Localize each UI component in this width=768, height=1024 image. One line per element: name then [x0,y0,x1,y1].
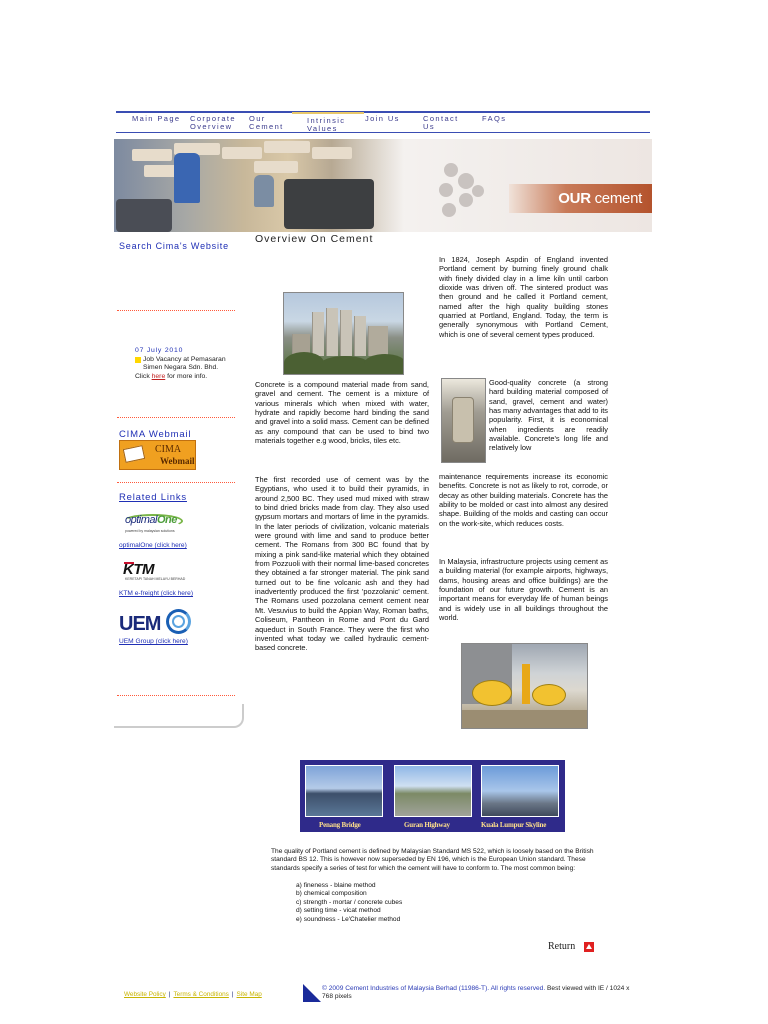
cement-bag-photo [441,378,486,463]
quality-paragraph-b: maintenance requirements increase its economic benefits. Concrete is not as likely to rot, corrode, or decay as other building materials. Concrete has the ability to be molded or cast into almost any desired shape. Building of the molds and casting can occur on the work-site, which reduces costs. [439,472,608,528]
strip-label-guran: Guran Highway [404,821,450,829]
divider [117,310,235,311]
return-link[interactable]: Return [548,941,576,952]
page-banner [114,139,652,232]
optimalone-link[interactable]: optimalOne (click here) [119,542,187,549]
kl-skyline-photo [481,765,559,817]
portland-paragraph: In 1824, Joseph Aspdin of England invented Portland cement by burning finely ground chalk with finely divided clay in a lime kiln until carbon dioxide was driven off. The sintered product was then ground and he called it Portland cement, named after the high quality building stones quarried at Portland, England. Today, the term is generally synonymous with Portland Cement, which is one of several cement types produced. [439,255,608,339]
copyright-text [322,985,642,1002]
optimal-logo-text-a: optimal [125,514,157,526]
news-here-link[interactable]: here [151,372,166,380]
optimalone-logo[interactable] [121,512,196,536]
uem-logo-text: UEM [119,613,161,635]
test-item: a) fineness - blaine method [296,882,376,889]
footer-separator: | [168,991,171,998]
ktm-logo[interactable] [121,560,196,584]
test-item: e) soundness - Le'Chatelier method [296,915,401,923]
main-nav [116,111,650,133]
malaysia-paragraph: In Malaysia, infrastructure projects using cement as a building material (for example airports, highways, dams, housing areas and office buildings) are the foundation of our future growth. Cement is an important means for everyday life of human beings and is widely use in all buildings throughout the world. [439,557,608,623]
our-cement-rest: cement [590,190,642,207]
news-item [135,347,245,381]
concrete-mixer-photo [461,643,588,729]
divider [117,417,235,418]
optimal-logo-powered: powered by malaysian solutions [125,529,175,533]
nav-contact-us[interactable]: Contact Us [423,114,459,131]
envelope-icon [123,445,145,463]
news-click-prefix: Click [135,372,152,380]
ktm-logo-sub: KERETAPI TANAH MELAYU BERHAD [125,577,186,581]
site-map-link[interactable]: Site Map [236,991,262,998]
nav-our-cement[interactable]: Our Cement [249,114,284,131]
nav-corporate-overview[interactable]: Corporate Overview [190,114,236,131]
divider [117,695,235,696]
nav-intrinsic-values[interactable]: Intrinsic Values [292,112,364,133]
ktm-logo-text: KTM [123,561,154,578]
test-item: b) chemical composition [296,890,367,898]
test-item: d) setting time - vicat method [296,907,381,915]
banner-photo [114,139,404,232]
quality-paragraph-a: Good-quality concrete (a strong hard building material composed of sand, gravel, cement and water) has many advantages that add to its popularity. First, it is economical when ingredients are readily available. Concrete's long life and relatively low [489,378,608,453]
news-click-suffix: for more info. [165,372,208,380]
divider [117,482,235,483]
footer-separator: | [231,991,234,998]
guran-highway-photo [394,765,472,817]
copyright-notice: © 2009 Cement Industries of Malaysia Berhad (11986-T). All rights reserved. [322,985,546,992]
infrastructure-strip [300,760,565,832]
arrow-up-icon[interactable] [584,942,594,952]
nav-join-us[interactable]: Join Us [365,114,400,123]
search-site-label[interactable]: Search Cima's Website [119,241,229,251]
test-item: c) strength - mortar / concrete cubes [296,898,403,906]
strip-label-kl: Kuala Lumpur Skyline [481,821,547,829]
concrete-paragraph: Concrete is a compound material made from sand, gravel and cement. The cement is a mixture of various minerals which when mixed with water, hydrate and rapidly become hard binding the sand and gravel into a solid mass. Cement can be defined as any compound that can be used to bind two materials together e.g wood, bricks, tiles etc. [255,380,429,446]
webmail-label[interactable]: CIMA Webmail [119,429,192,440]
ktm-efreight-link[interactable]: KTM e-freight (click here) [119,590,194,597]
webmail-logo-text-2: Webmail [160,456,195,466]
tests-list [296,882,402,924]
optimal-logo-text-b: One [156,514,177,526]
standards-paragraph: The quality of Portland cement is defined by Malaysian Standard MS 522, which is loosely based on the British standard BS 12. This is however now superseded by EN 196, which is the European Union standard. These standards specify a series of test for which the cement will have to conform to. The most common being: [271,848,594,872]
history-paragraph: The first recorded use of cement was by the Egyptians, who used it to build their pyramids, in around 2,500 BC. They used mud mixed with straw to bind dried bricks made from clay. They also used gypsum mortars and mortars of lime in the pyramids. In the later periods of civilization, volcanic materials were ground with lime and sand to produce better cement. The Romans from 300 BC found that by mixing a pink sand-like material which they obtained from Pozzuoli with their normal lime-based concretes they obtained a far stronger material. The pink sand turned out to be fine volcanic ash and they had inadvertently produced the first 'pozzolanic' cement. The Romans used pozzolana cement cement near Mt. Vesuvius to build the Appian Way, Roman baths, Coliseum, Pantheon in Rome and Pont du Gard aqueduct in South France. They were the first who invented what today we called hydraulic cement-based concrete. [255,475,429,653]
news-text: Job Vacancy at Pemasaran Simen Negara Sdn. Bhd. [143,355,226,372]
sidebar-corner [114,704,244,728]
strip-label-penang: Penang Bridge [319,821,361,829]
uem-group-link[interactable]: UEM Group (click here) [119,638,188,645]
footer-triangle [303,984,321,1002]
nav-main-page[interactable]: Main Page [132,114,181,123]
uem-logo[interactable] [119,608,199,636]
our-cement-bold: OUR [558,190,591,207]
nav-faqs[interactable]: FAQs [482,114,507,123]
webmail-logo[interactable] [119,440,196,470]
penang-bridge-photo [305,765,383,817]
globe-inner-icon [172,615,185,628]
our-cement-heading [509,184,652,213]
website-policy-link[interactable]: Website Policy [124,991,166,998]
news-date: 07 July 2010 [135,347,184,354]
footer-links [124,991,262,998]
terms-link[interactable]: Terms & Conditions [173,991,229,998]
news-bullet-icon [135,357,141,363]
webmail-logo-text-1: CIMA [155,444,182,455]
page-title: Overview On Cement [255,233,374,245]
best-viewed-note: Best viewed with IE / 1024 x 768 pixels [322,985,630,1001]
cement-plant-photo [283,292,404,375]
related-links-label: Related Links [119,492,187,503]
